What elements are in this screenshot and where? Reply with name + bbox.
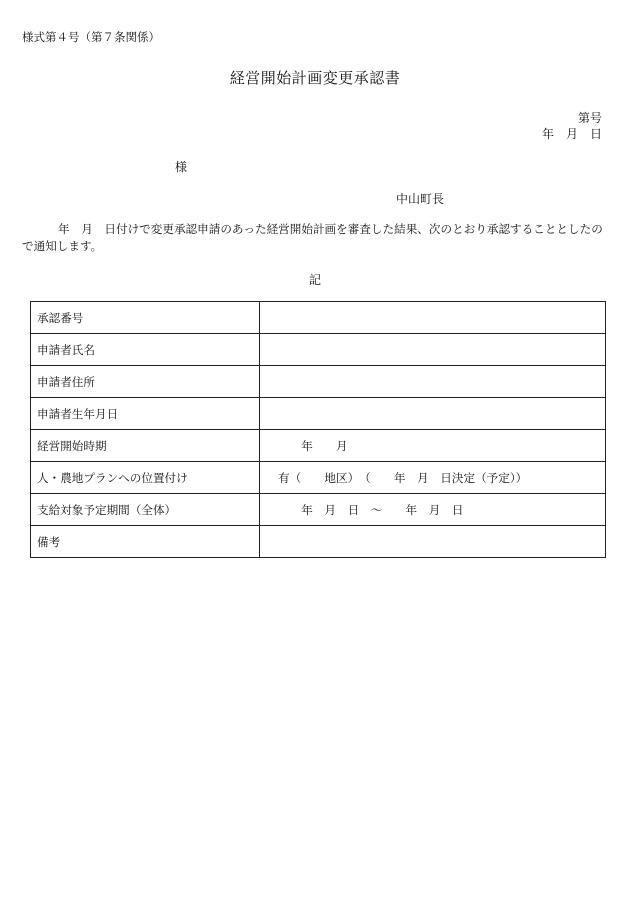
form-number: 様式第４号（第７条関係） [22, 30, 160, 44]
row-label-payment-period: 支給対象予定期間（全体） [31, 494, 260, 526]
row-value-payment-period: 年 月 日 ～ 年 月 日 [260, 494, 606, 526]
row-value-applicant-address [260, 366, 606, 398]
row-value-applicant-name [260, 334, 606, 366]
notice-body-text: 年 月 日付けで変更承認申請のあった経営開始計画を審査した結果、次のとおり承認することとしたので通知します。 [22, 222, 603, 253]
document-number: 第号 [577, 111, 602, 125]
document-date: 年 月 日 [541, 127, 602, 141]
row-value-start-period: 年 月 [260, 430, 606, 462]
addressee: 様 [175, 160, 188, 174]
row-label-remarks: 備考 [31, 526, 260, 558]
row-value-remarks [260, 526, 606, 558]
table-row [31, 302, 606, 334]
sender: 中山町長 [396, 192, 445, 206]
table-row [31, 430, 606, 462]
table-row [31, 366, 606, 398]
row-value-applicant-birthdate [260, 398, 606, 430]
row-label-start-period: 経営開始時期 [31, 430, 260, 462]
ki-heading: 記 [308, 273, 321, 287]
row-value-approval-number [260, 302, 606, 334]
row-label-plan-positioning: 人・農地プランへの位置付け [31, 462, 260, 494]
table-row [31, 462, 606, 494]
row-label-approval-number: 承認番号 [31, 302, 260, 334]
table-row [31, 334, 606, 366]
approval-info-table [30, 301, 606, 558]
document-title: 経営開始計画変更承認書 [229, 69, 401, 87]
row-value-plan-positioning: 有（ 地区） （ 年 月 日決定（予定）） [260, 462, 606, 494]
row-label-applicant-birthdate: 申請者生年月日 [31, 398, 260, 430]
row-label-applicant-name: 申請者氏名 [31, 334, 260, 366]
row-label-applicant-address: 申請者住所 [31, 366, 260, 398]
table-row [31, 526, 606, 558]
table-row [31, 398, 606, 430]
table-row [31, 494, 606, 526]
